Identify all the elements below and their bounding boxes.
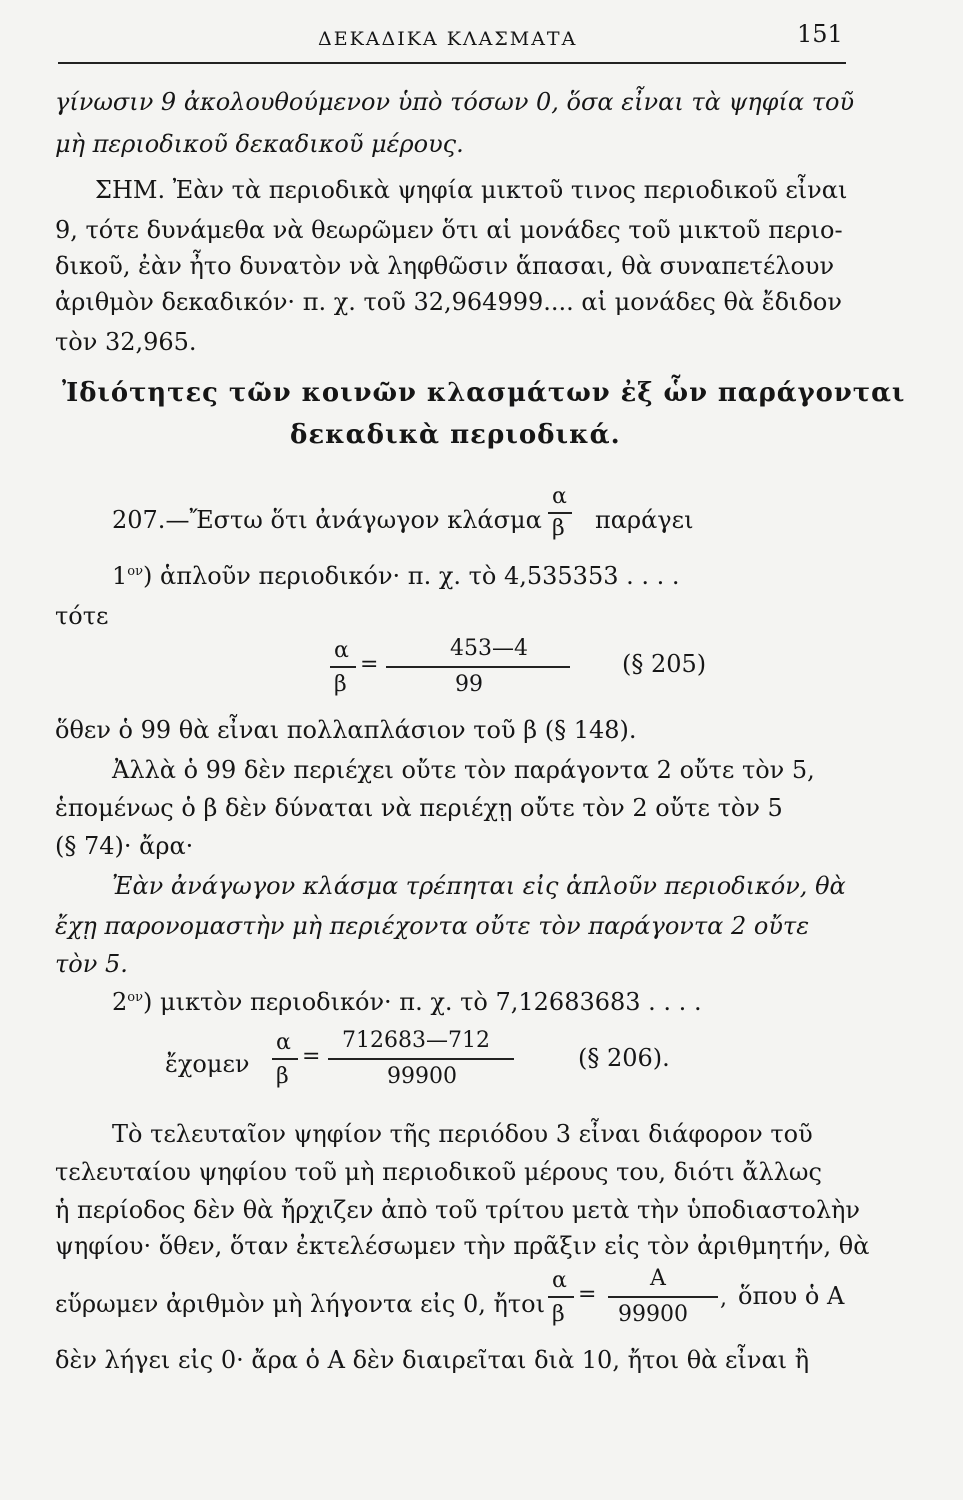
fraction-denominator: β [334,672,347,697]
text-line: 207.—Ἔστω ὅτι ἀνάγωγον κλάσμα [112,506,542,534]
fraction-denominator: 99900 [618,1302,688,1327]
text-line: τότε [55,602,109,630]
fraction-denominator: β [552,516,565,541]
fraction-numerator: α [552,1268,567,1293]
header-rule [58,62,846,64]
text-line: τὸν 5. [55,950,128,978]
fraction-numerator: Α [650,1266,666,1291]
text-line: Ἐὰν ἀνάγωγον κλάσμα τρέπηται εἰς ἁπλοῦν περιοδικόν, θὰ [112,872,846,900]
trailing-comma: , [720,1286,727,1311]
text-line: ὅθεν ὁ 99 θὰ εἶναι πολλαπλάσιον τοῦ β (§ 148). [55,716,637,744]
section-reference: (§ 205) [622,650,707,678]
equation [272,1028,522,1098]
fraction-numerator: 453—4 [450,636,528,661]
text-line: ἔχῃ παρονομαστὴν μὴ περιέχοντα οὔτε τὸν παράγοντα 2 οὔτε [55,912,810,940]
text-line: μὴ περιοδικοῦ δεκαδικοῦ μέρους. [55,130,464,158]
text-line: δικοῦ, ἐὰν ἦτο δυνατὸν νὰ ληφθῶσιν ἅπασαι, θὰ συναπετέλουν [55,252,835,280]
section-heading: δεκαδικὰ περιοδικά. [290,420,621,450]
fraction-denominator: 99900 [387,1064,457,1089]
text-line: Ἀλλὰ ὁ 99 δὲν περιέχει οὔτε τὸν παράγοντα 2 οὔτε τὸν 5, [112,756,815,784]
text-line: $2^{o\nu}$) μικτὸν περιοδικόν· π. χ. τὸ 7,12683683 . . . . [112,988,702,1016]
fraction-denominator: β [276,1064,289,1089]
text-line: εὕρωμεν ἀριθμὸν μὴ λήγοντα εἰς 0, ἤτοι [55,1290,546,1318]
equals-sign: = [360,652,379,677]
fraction-denominator: 99 [455,672,483,697]
fraction-numerator: α [552,484,567,509]
fraction-numerator: α [276,1030,291,1055]
fraction-bar [386,666,570,668]
fraction-bar [608,1296,718,1298]
fraction-numerator: α [334,638,349,663]
fraction-bar [548,512,572,514]
equation [330,636,550,706]
text-line: (§ 74)· ἄρα· [55,832,194,860]
section-heading: Ἰδιότητες τῶν κοινῶν κλασμάτων ἐξ ὧν παράγονται [62,378,906,408]
text-line: $1^{o\nu}$) ἁπλοῦν περιοδικόν· π. χ. τὸ 4,535353 . . . . [112,562,680,590]
fraction-bar [548,1296,574,1298]
fraction-denominator: β [552,1302,565,1327]
section-reference: (§ 206). [578,1044,670,1072]
text-line: ὅπου ὁ Α [738,1282,845,1310]
fraction-numerator: 712683—712 [342,1028,490,1053]
text-line: τελευταίου ψηφίου τοῦ μὴ περιοδικοῦ μέρους του, διότι ἄλλως [55,1158,822,1186]
page-number: 151 [797,20,843,48]
text-line: τὸν 32,965. [55,328,197,356]
equals-sign: = [578,1282,597,1307]
text-line: 9, τότε δυνάμεθα νὰ θεωρῶμεν ὅτι αἱ μονάδες τοῦ μικτοῦ περιο- [55,216,843,244]
text-line: ψηφίου· ὅθεν, ὅταν ἐκτελέσωμεν τὴν πρᾶξιν εἰς τὸν ἀριθμητήν, θὰ [55,1232,870,1260]
text-line: δὲν λήγει εἰς 0· ἄρα ὁ Α δὲν διαιρεῖται διὰ 10, ἤτοι θὰ εἶναι ἢ [55,1346,810,1374]
running-title: ΔΕΚΑΔΙΚΑ ΚΛΑΣΜΑΤΑ [318,28,578,50]
text-line: ἔχομεν [165,1050,250,1078]
text-line: ἑπομένως ὁ β δὲν δύναται νὰ περιέχῃ οὔτε τὸν 2 οὔτε τὸν 5 [55,794,783,822]
equation [548,1266,738,1336]
text-line: ἡ περίοδος δὲν θὰ ἤρχιζεν ἀπὸ τοῦ τρίτου μετὰ τὴν ὑποδιαστολὴν [55,1196,861,1224]
text-line: ἀριθμὸν δεκαδικόν· π. χ. τοῦ 32,964999.... αἱ μονάδες θὰ ἔδιδον [55,288,842,316]
fraction-bar [272,1058,298,1060]
fraction-bar [330,666,356,668]
text-line: γίνωσιν 9 ἀκολουθούμενον ὑπὸ τόσων 0, ὅσα εἶναι τὰ ψηφία τοῦ [55,88,855,116]
text-line: Τὸ τελευταῖον ψηφίον τῆς περιόδου 3 εἶναι διάφορον τοῦ [112,1120,813,1148]
text-line: παράγει [595,506,694,534]
text-line: ΣΗΜ. Ἐὰν τὰ περιοδικὰ ψηφία μικτοῦ τινος περιοδικοῦ εἶναι [95,176,848,204]
equals-sign: = [302,1044,321,1069]
fraction-bar [328,1058,514,1060]
